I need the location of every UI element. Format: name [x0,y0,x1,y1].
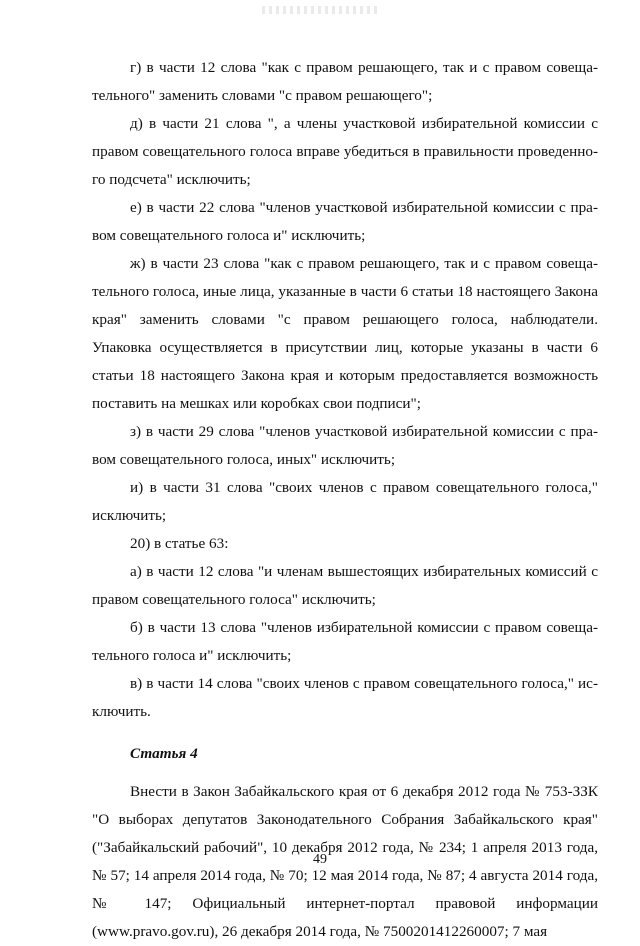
amendment-item-z: з) в части 29 слова "членов участковой избирательной комиссии с правом совещательного голоса, иных" исключить; [92,423,598,468]
scan-artifact [262,6,380,14]
amendment-item-d: д) в части 21 слова ", а члены участковой избирательной комиссии с правом совещательного голоса вправе убедиться в правильности проведенного подсчета" исключить; [92,115,598,188]
article-text: Внести в Закон Забайкальского края от 6 декабря 2012 года № 753-ЗЗК "О выборах депутатов Законодательного Собрания Забайкальского края" ("Забайкальский рабочий", 10 декабря 2012 года, № 234; 1 апреля 2013 года, № 57; 14 апреля 2014 года, № 70; 12 мая 2014 года, № 87; 4 августа 2014 года, № 147; Официальный интернет-портал правовой информации (www.pravo.gov.ru), 26 декабря 2014 года, № 7500201412260007; 7 мая [92,783,598,940]
amendment-item-i: и) в части 31 слова "своих членов с правом совещательного голоса," исключить; [92,479,598,524]
amendment-item-v: в) в части 14 слова "своих членов с правом совещательного голоса," исключить. [92,675,598,720]
page-number: 49 [313,852,327,867]
amendment-item-e: е) в части 22 слова "членов участковой избирательной комиссии с правом совещательного голоса и" исключить; [92,199,598,244]
document-body [92,54,598,946]
article-heading: Статья 4 [130,745,198,762]
amendment-item-zh: ж) в части 23 слова "как с правом решающего, так и с правом совещательного голоса, иные лица, указанные в части 6 статьи 18 настоящего Закона края" заменить словами "с правом решающего голоса, наблюдатели. Упаковка осуществляется в присутствии лиц, которые указаны в части 6 статьи 18 настоящего Закона края и которым предоставляется возможность поставить на мешках или коробках свои подписи"; [92,255,598,412]
amendment-section-20: 20) в статье 63: [130,535,229,552]
amendment-item-a: а) в части 12 слова "и членам вышестоящих избирательных комиссий с правом совещательного голоса" исключить; [92,563,598,608]
amendment-item-g: г) в части 12 слова "как с правом решающего, так и с правом совещательного" заменить словами "с правом решающего"; [92,59,598,104]
amendment-item-b: б) в части 13 слова "членов избирательной комиссии с правом совещательного голоса и" исключить; [92,619,598,664]
